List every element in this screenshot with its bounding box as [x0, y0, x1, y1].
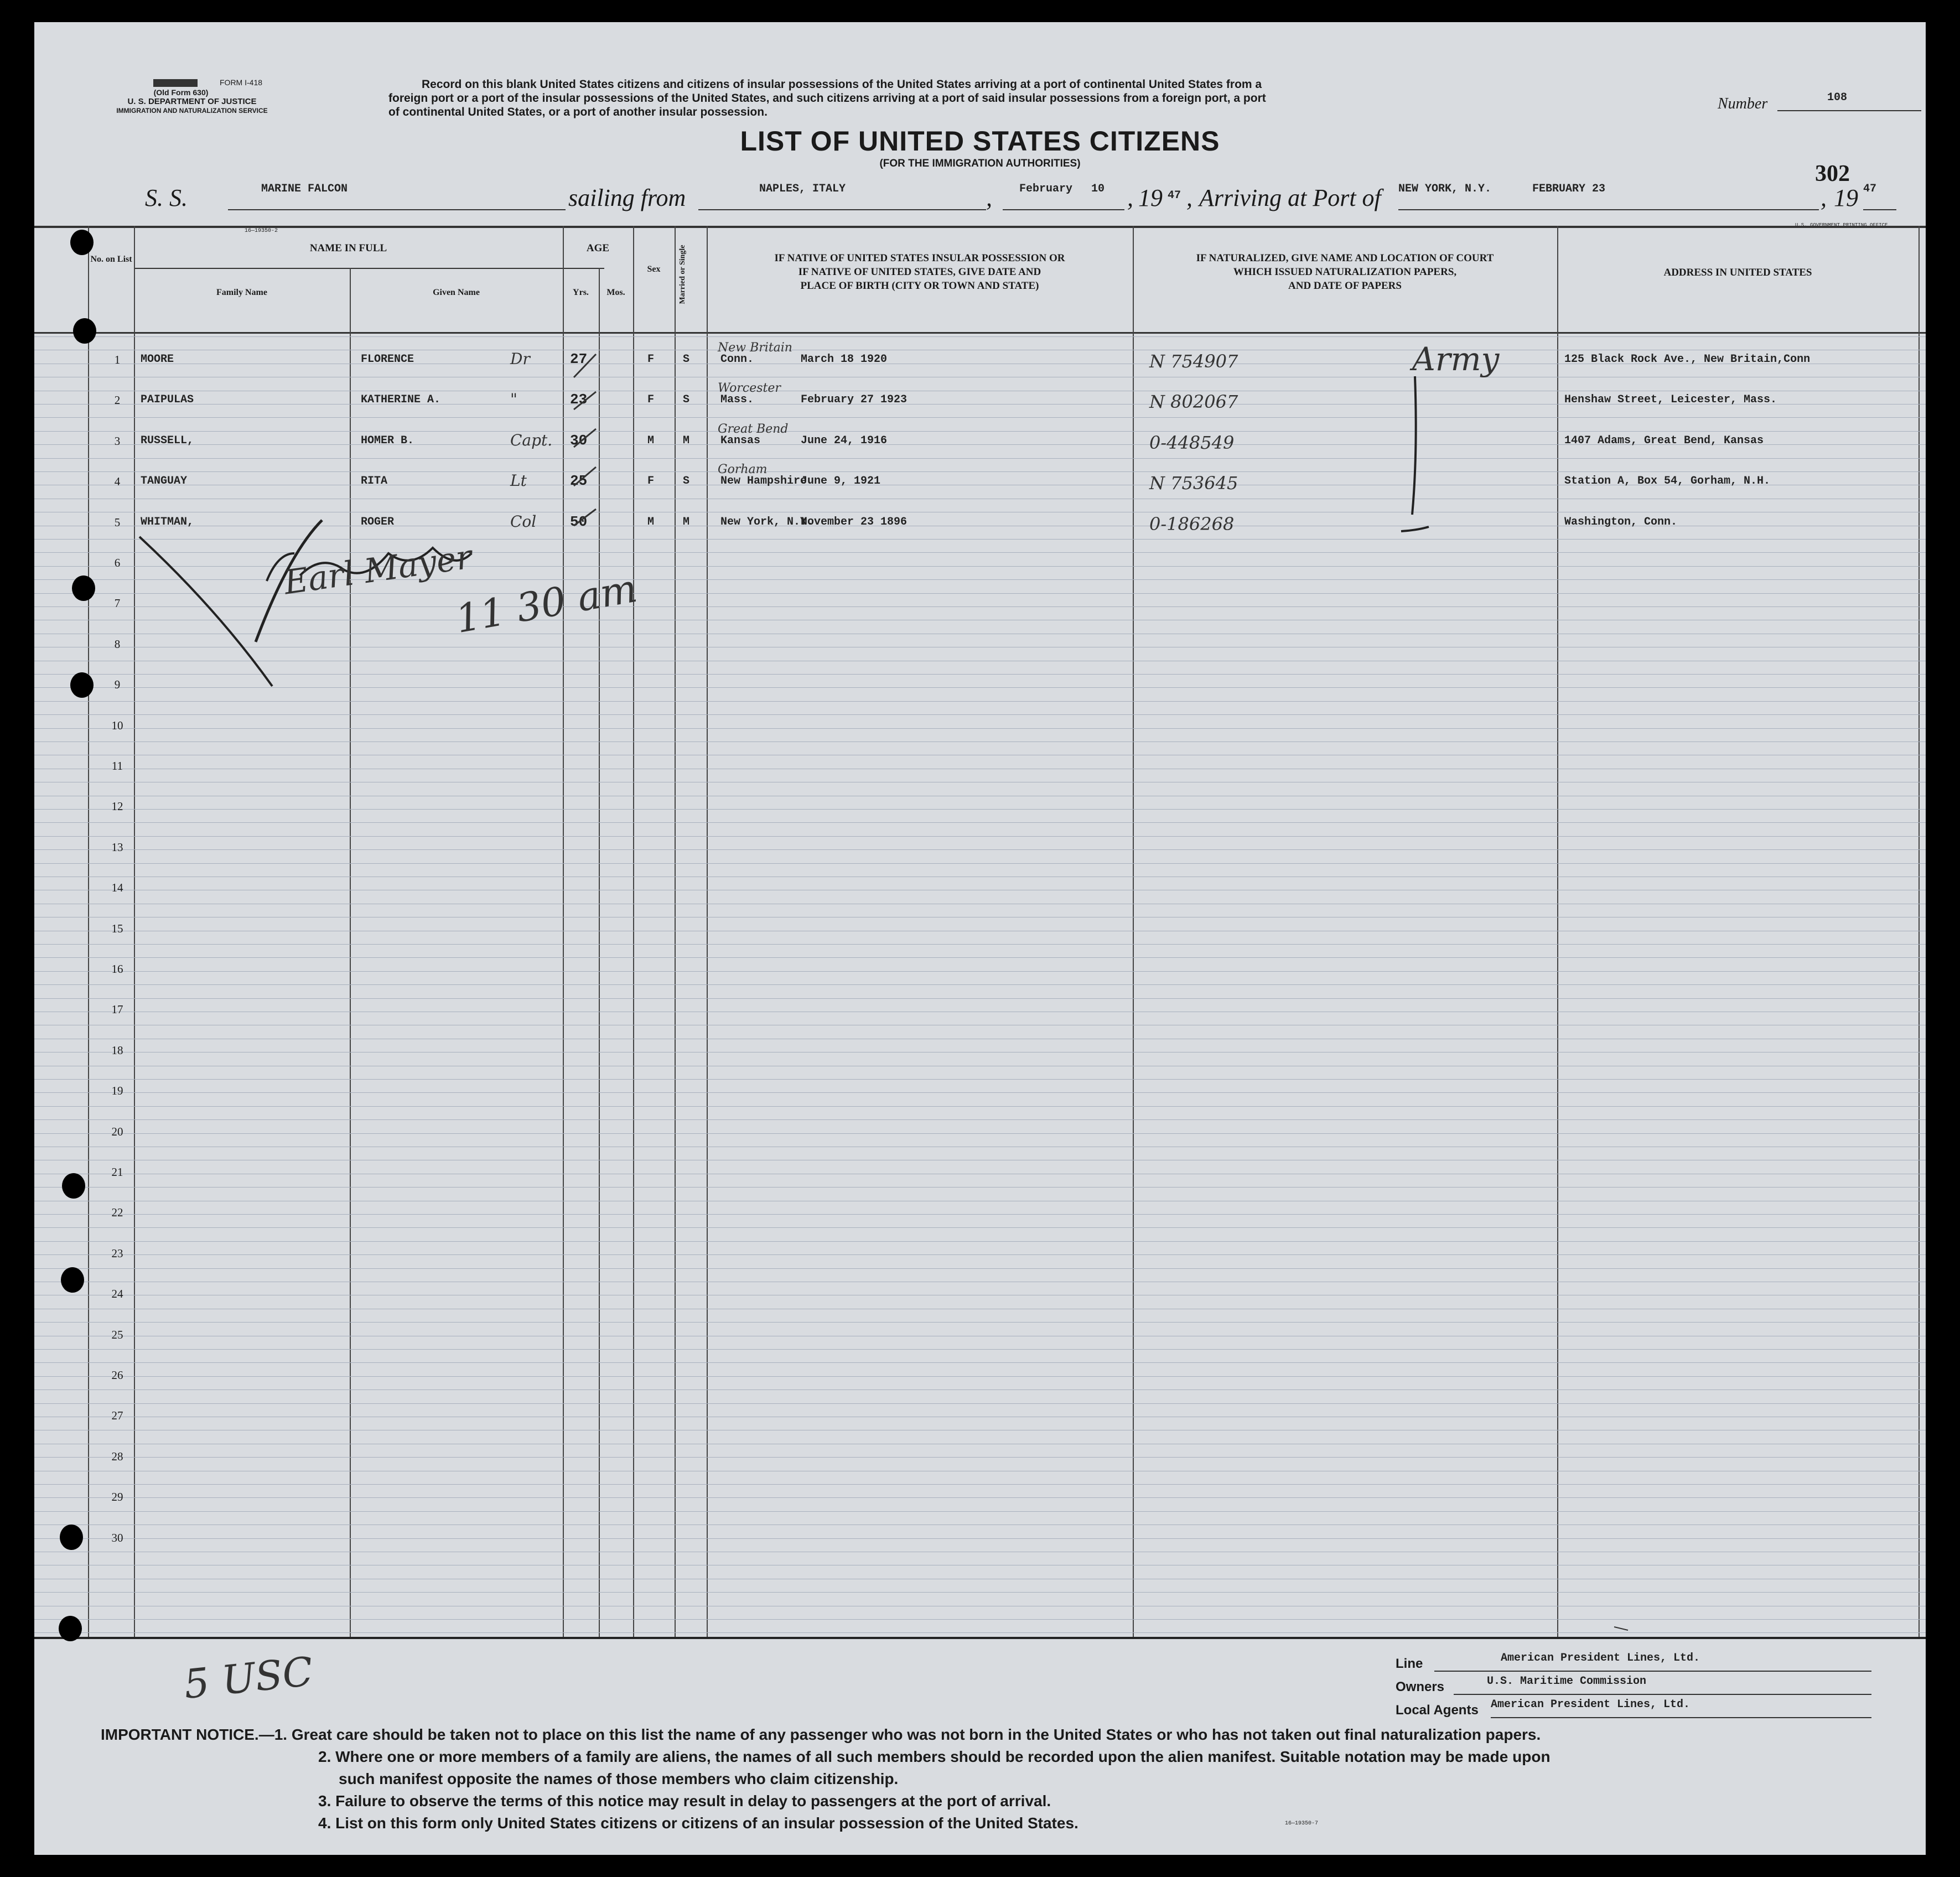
marital-cell: M [683, 515, 690, 528]
marital-cell: S [683, 393, 690, 407]
arrival-port-field: NEW YORK, N.Y. FEBRUARY 23 [1398, 183, 1819, 210]
col-age: AGE [586, 242, 610, 254]
given-name-cell: HOMER B. [361, 434, 414, 447]
handwritten-army: Army [1412, 340, 1500, 378]
birth-state-cell: New York, N.Y. [720, 515, 814, 528]
row-number: 25 [111, 1328, 123, 1341]
record-instructions: Record on this blank United States citizens and citizens of insular possessions of the United States arriving at a port of continental United States from a foreign port or a port of the insular possessions of the United States, and such citizens arriving at a port of said insular possessions from a foreign port, a port of continental United States, or a port of another insular possession. [388, 78, 1266, 118]
occupation-note: " [510, 390, 517, 409]
page-stamp: 302 [1815, 161, 1850, 186]
birth-date-cell: June 24, 1916 [801, 434, 888, 447]
address-cell: 125 Black Rock Ave., New Britain,Conn [1564, 353, 1811, 366]
punch-hole [73, 318, 96, 344]
row-number: 19 [111, 1084, 123, 1098]
age-cell: 50 [570, 513, 588, 530]
bracket-line [1401, 376, 1429, 531]
age-strikes [574, 354, 596, 526]
row-number: 30 [111, 1531, 123, 1544]
number-label: Number [1718, 95, 1768, 112]
row-number: 16 [111, 962, 123, 976]
handwriting-layer [34, 22, 1926, 1855]
naturalization-cell: 0-448549 [1149, 432, 1235, 453]
department-label: U. S. DEPARTMENT OF JUSTICE [127, 97, 257, 106]
sex-cell: F [647, 393, 655, 407]
naturalization-cell: N 802067 [1149, 391, 1238, 413]
owners-value: U.S. Maritime Commission [1487, 1675, 1647, 1688]
birth-date-cell: November 23 1896 [801, 515, 908, 528]
row-number: 26 [111, 1368, 123, 1382]
col-name-in-full: NAME IN FULL [309, 242, 387, 254]
punch-hole [60, 1525, 83, 1550]
family-name-cell: TANGUAY [141, 475, 188, 488]
row-number: 15 [111, 921, 123, 935]
row-number: 20 [111, 1124, 123, 1138]
official-signature: Earl Mayer [281, 537, 475, 603]
handwritten-5usc: 5 USC [182, 1648, 315, 1708]
row-number: 7 [114, 597, 121, 610]
col-no: No. on List [90, 255, 132, 264]
col-naturalized: IF NATURALIZED, GIVE NAME AND LOCATION OF COURT WHICH ISSUED NATURALIZATION PAPERS, AND DATE OF PAPERS [1196, 252, 1494, 292]
row-number: 6 [114, 556, 121, 569]
row-number: 28 [111, 1449, 123, 1463]
given-name-cell: KATHERINE A. [361, 393, 441, 407]
punch-hole [72, 575, 95, 601]
address-cell: 1407 Adams, Great Bend, Kansas [1564, 434, 1764, 447]
birth-place-note: New Britain [718, 341, 792, 355]
page-title: LIST OF UNITED STATES CITIZENS [740, 126, 1220, 157]
row-number: 2 [114, 393, 121, 407]
row-number: 1 [114, 353, 121, 366]
printing-office: U.S. GOVERNMENT PRINTING OFFICE [1795, 222, 1888, 228]
number-field: 108 [1777, 91, 1921, 111]
punch-hole [70, 230, 94, 255]
family-name-cell: WHITMAN, [141, 515, 194, 528]
row-number: 24 [111, 1287, 123, 1301]
row-number: 21 [111, 1165, 123, 1179]
print-code-top: 16—19350-2 [245, 228, 278, 234]
arrival-year-field: 47 [1863, 183, 1896, 210]
birth-state-cell: Conn. [720, 353, 754, 366]
given-name-cell: ROGER [361, 515, 395, 528]
occupation-note: Capt. [510, 431, 553, 449]
address-cell: Washington, Conn. [1564, 515, 1678, 528]
address-cell: Henshaw Street, Leicester, Mass. [1564, 393, 1777, 407]
given-name-cell: RITA [361, 475, 388, 488]
agents-value: American President Lines, Ltd. [1491, 1698, 1691, 1711]
birth-place-note: Worcester [718, 381, 781, 396]
marital-cell: S [683, 353, 690, 366]
carrier-block [1396, 1652, 1871, 1722]
birth-state-cell: Mass. [720, 393, 754, 407]
marital-cell: M [683, 434, 690, 447]
row-number: 27 [111, 1409, 123, 1423]
departure-year-prefix: 19 [1138, 184, 1163, 211]
notice-title: IMPORTANT NOTICE. [101, 1726, 259, 1743]
col-married-single: Married or Single [678, 245, 687, 304]
family-name-cell: RUSSELL, [141, 434, 194, 447]
address-cell: Station A, Box 54, Gorham, N.H. [1564, 475, 1771, 488]
naturalization-cell: N 753645 [1149, 473, 1238, 494]
punch-hole [62, 1173, 85, 1199]
page-subtitle: (FOR THE IMMIGRATION AUTHORITIES) [879, 158, 1081, 169]
row-number: 29 [111, 1490, 123, 1504]
given-name-cell: FLORENCE [361, 353, 414, 366]
departure-year: 47 [1168, 189, 1181, 202]
birth-state-cell: New Hampshire [720, 475, 807, 488]
punch-hole [70, 672, 94, 698]
family-name-cell: PAIPULAS [141, 393, 194, 407]
row-number: 22 [111, 1206, 123, 1220]
col-yrs: Yrs. [573, 288, 589, 297]
birth-place-note: Gorham [718, 463, 768, 477]
handwritten-time: 11 30 am [452, 565, 641, 642]
col-given-name: Given Name [433, 288, 480, 297]
row-number: 13 [111, 840, 123, 854]
row-number: 5 [114, 515, 121, 529]
occupation-note: Lt [510, 471, 527, 490]
sex-cell: F [647, 475, 655, 488]
birth-state-cell: Kansas [720, 434, 761, 447]
service-label: IMMIGRATION AND NATURALIZATION SERVICE [116, 107, 268, 115]
row-number: 4 [114, 475, 121, 489]
arriving-label: Arriving at Port of [1199, 184, 1381, 211]
row-number: 3 [114, 434, 121, 448]
line-label: Line [1396, 1656, 1423, 1671]
from-port-field: NAPLES, ITALY [698, 183, 986, 210]
row-number: 14 [111, 881, 123, 895]
row-number: 8 [114, 637, 121, 651]
ss-label: S. S. [145, 184, 188, 211]
row-number: 10 [111, 718, 123, 732]
sex-cell: F [647, 353, 655, 366]
naturalization-cell: N 754907 [1149, 351, 1238, 372]
sex-cell: M [647, 515, 655, 528]
age-cell: 23 [570, 391, 588, 408]
punch-hole [59, 1616, 82, 1641]
col-sex: Sex [647, 265, 661, 274]
age-cell: 25 [570, 473, 588, 490]
row-number: 9 [114, 678, 121, 692]
col-birth: IF NATIVE OF UNITED STATES INSULAR POSSESSION OR IF NATIVE OF UNITED STATES, GIVE DATE AND PLACE OF BIRTH (CITY OR TOWN AND STATE) [774, 252, 1065, 292]
col-mos: Mos. [606, 288, 625, 297]
agents-label: Local Agents [1396, 1703, 1479, 1718]
occupation-note: Col [510, 512, 537, 531]
ship-field: MARINE FALCON [228, 183, 566, 210]
row-number: 23 [111, 1246, 123, 1260]
naturalization-cell: 0-186268 [1149, 513, 1235, 535]
family-name-cell: MOORE [141, 353, 174, 366]
print-code-bottom: 16—19350-7 [1285, 1821, 1319, 1827]
occupation-note: Dr [510, 350, 530, 368]
arrival-year-prefix: 19 [1834, 184, 1858, 211]
row-number: 18 [111, 1043, 123, 1057]
row-number: 11 [111, 759, 123, 772]
departure-date-field: February 10 [1003, 183, 1124, 210]
birth-date-cell: February 27 1923 [801, 393, 908, 407]
col-family-name: Family Name [216, 288, 267, 297]
manifest-page: FORM I-418 (Old Form 630) U. S. DEPARTMENT OF JUSTICE IMMIGRATION AND NATURALIZATION SERVICE Record on this blank United States citizens and citizens of insular possessions of the United States arriving at a port of continental United States from a foreign port or a port of the insular possessions of the United States, and such citizens arriving at a port of said insular possessions from a foreign port, a port of continental United States, or a port of another insular possession. Number 108 LIST OF UNITED STATES CITIZENS (FOR THE IMMIGRATION AUTHORITIES) 302 S. S. MARINE FALCON sailing from NAPLES, ITALY , February 10 , 19 47 , Arriving at Port of NEW YORK, N.Y. FEBRUARY 23 , 19 47 16—19350-2 U.S. GOVERNMENT PRINTING OFFICE No. on List NAME IN FULL Family Name Given Name AGE Yrs. Mos. Sex Married or Single IF NATIVE OF UNITED STATES INSULAR POSSESSION OR IF NATIVE OF UNITED STATES, GIVE DATE AND PLACE OF BIRTH (CITY OR TOWN AND STATE) IF NATURALIZED, GIVE NAME AND LOCATION OF COURT WHICH ISSUED NATURALIZATION PAPERS, AND DATE OF PAPERS ADDRESS IN UNITED STATES 1 2 3 4 5 6 7 8 9 10 11 12 13 14 15 16 17 18 19 20 21 22 23 24 25 26 27 28 29 30 MOORE FLORENCE Dr 27 F S Conn. March 18 1920 New Britain N 754907 125 Black Rock Ave., New Britain,Conn PAIPULAS KATHERINE A. " 23 F S Mass. February 27 1923 Worcester N 802067 Henshaw Street, Leicester, Mass. RUSSELL, HOMER B. Capt. 30 M M Kansas June 24, 1916 Great Bend 0-448549 1407 Adams, Great Bend, Kansas TANGUAY RITA Lt 25 F S New Hampshire June 9, 1921 Gorham N 753645 Station A, Box 54, Gorham, N.H. WHITMAN, ROGER Col 50 M M New York, N.Y. November 23 1896 0-186268 Washington, Conn. Earl Mayer 11 30 am Army 5 USC Line American President Lines, Ltd. Owners U.S. Maritime Commission Local Agents American President Lines, Ltd. IMPORTANT NOTICE.—1. Great care should be taken not to place on this list the name of any passenger who was not born in the United States or who has not taken out final naturalization papers. 2. Where one or more members of a family are aliens, the names of all such members should be recorded upon the alien manifest. Suitable notation may be made upon such manifest opposite the names of those members who claim citizenship. 3. Failure to observe the terms of this notice may result in delay to passengers at the port of arrival. 4. List on this form only United States citizens or citizens of an insular possession of the United States. 16—19350-7 [34, 22, 1926, 1855]
age-cell: 27 [570, 351, 588, 367]
birth-place-note: Great Bend [718, 422, 789, 436]
check-mark-stroke [139, 537, 272, 686]
stray-mark [1614, 1627, 1628, 1630]
birth-date-cell: March 18 1920 [801, 353, 888, 366]
marital-cell: S [683, 475, 690, 488]
sailing-from-label: sailing from [568, 184, 686, 211]
col-address: ADDRESS IN UNITED STATES [1663, 267, 1812, 278]
age-cell: 30 [570, 432, 588, 449]
line-value: American President Lines, Ltd. [1501, 1652, 1700, 1665]
sex-cell: M [647, 434, 655, 447]
owners-label: Owners [1396, 1679, 1445, 1694]
birth-date-cell: June 9, 1921 [801, 475, 881, 488]
row-number: 17 [111, 1003, 123, 1017]
row-number: 12 [111, 800, 123, 813]
punch-hole [61, 1267, 84, 1293]
old-form-label: (Old Form 630) [153, 88, 209, 97]
important-notice: IMPORTANT NOTICE.—1. Great care should be taken not to place on this list the name of any passenger who was not born in the United States or who has not taken out final naturalization papers. 2. Where one or more members of a family are aliens, the names of all such members should be recorded upon the alien manifest. Suitable notation may be made upon such manifest opposite the names of those members who claim citizenship. 3. Failure to observe the terms of this notice may result in delay to passengers at the port of arrival. 4. List on this form only United States citizens or citizens of an insular possession of the United States. [101, 1726, 1551, 1832]
form-code: FORM I-418 [220, 78, 263, 87]
